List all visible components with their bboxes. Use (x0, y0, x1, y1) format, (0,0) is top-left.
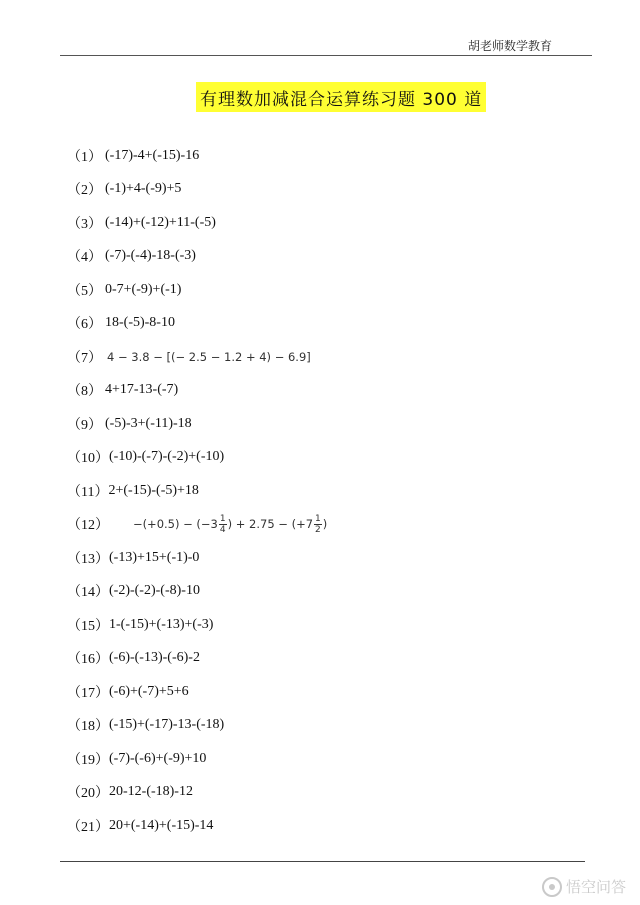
problem-number: （3） (67, 216, 102, 232)
problem-14 (67, 575, 327, 609)
problem-8 (67, 374, 327, 408)
problem-number: （15） (67, 618, 109, 634)
problem-expression: 2+(-15)-(-5)+18 (108, 482, 199, 498)
fraction-denominator: 4 (219, 524, 226, 535)
problem-expression: (-5)-3+(-11)-18 (105, 415, 192, 431)
problem-16 (67, 642, 327, 676)
problem-number: （20） (67, 786, 109, 802)
problem-number: （18） (67, 719, 109, 735)
problem-19 (67, 742, 327, 776)
problem-number: （1） (67, 149, 102, 165)
problem-6 (67, 307, 327, 341)
problem-number: （13） (67, 551, 109, 567)
problem-number: （14） (67, 585, 109, 601)
header-text: 胡老师数学教育 (467, 39, 552, 53)
problem-expression: (-7)-(-6)+(-9)+10 (109, 750, 207, 766)
problem-number: （12） (67, 518, 109, 534)
problem-4 (67, 240, 327, 274)
expression-part: ) + 2.75 − (+7 (227, 516, 314, 531)
fraction-denominator: 2 (315, 524, 321, 535)
problem-number: （6） (67, 317, 102, 333)
problem-number: （9） (67, 417, 102, 433)
problem-1 (67, 139, 327, 173)
problem-expression: 4 − 3.8 − [(− 2.5 − 1.2 + 4) − 6.9] (107, 349, 311, 364)
expression-part: ) (322, 516, 328, 531)
page-title: 有理数加减混合运算练习题 300 道 (196, 82, 486, 112)
watermark (542, 876, 626, 897)
speech-bubble-icon (542, 877, 562, 897)
problem-number: （4） (67, 250, 102, 266)
fraction-numerator: 1 (219, 513, 226, 524)
problem-15 (67, 608, 327, 642)
problem-number: （19） (67, 752, 109, 768)
problem-expression: 0-7+(-9)+(-1) (105, 281, 182, 297)
problem-21 (67, 809, 327, 843)
problem-number: （2） (67, 183, 102, 199)
problem-expression: 20-12-(-18)-12 (109, 784, 193, 800)
problem-12 (67, 508, 327, 542)
problem-number: （8） (67, 384, 102, 400)
problem-7 (67, 340, 327, 374)
problem-17 (67, 675, 327, 709)
problem-3 (67, 206, 327, 240)
problem-2 (67, 173, 327, 207)
problem-9 (67, 407, 327, 441)
problem-18 (67, 709, 327, 743)
fraction (314, 514, 322, 535)
problem-number: （10） (67, 451, 109, 467)
problem-expression: (-2)-(-2)-(-8)-10 (109, 583, 200, 599)
problem-number: （17） (67, 685, 109, 701)
problem-list (67, 139, 327, 843)
header-divider (60, 55, 592, 56)
problem-expression: 1-(-15)+(-13)+(-3) (109, 616, 214, 632)
problem-number: （16） (67, 652, 109, 668)
expression-part: −(+0.5) − (−3 (132, 516, 218, 531)
problem-expression: 18-(-5)-8-10 (105, 315, 175, 331)
problem-20 (67, 776, 327, 810)
fraction (219, 514, 227, 535)
problem-number: （5） (67, 283, 102, 299)
problem-number: （7） (67, 350, 102, 366)
problem-expression: (-15)+(-17)-13-(-18) (109, 717, 225, 733)
fraction-numerator: 1 (315, 513, 321, 524)
problem-expression: (-13)+15+(-1)-0 (109, 549, 200, 565)
problem-expression: (-6)+(-7)+5+6 (109, 683, 189, 699)
problem-expression: (-17)-4+(-15)-16 (105, 147, 200, 163)
problem-expression: (-10)-(-7)-(-2)+(-10) (109, 449, 225, 465)
problem-10 (67, 441, 327, 475)
watermark-text: 悟空问答 (565, 878, 626, 896)
problem-number: （21） (67, 819, 109, 835)
problem-expression: 4+17-13-(-7) (105, 382, 179, 398)
problem-expression: (-14)+(-12)+11-(-5) (105, 214, 216, 230)
problem-expression: (-6)-(-13)-(-6)-2 (109, 650, 200, 666)
problem-expression (111, 500, 327, 549)
problem-expression: (-1)+4-(-9)+5 (105, 181, 182, 197)
problem-expression: (-7)-(-4)-18-(-3) (105, 248, 196, 264)
problem-5 (67, 273, 327, 307)
problem-expression: 20+(-14)+(-15)-14 (109, 817, 214, 833)
footer-divider (60, 861, 585, 862)
problem-number: （11） (67, 484, 109, 500)
